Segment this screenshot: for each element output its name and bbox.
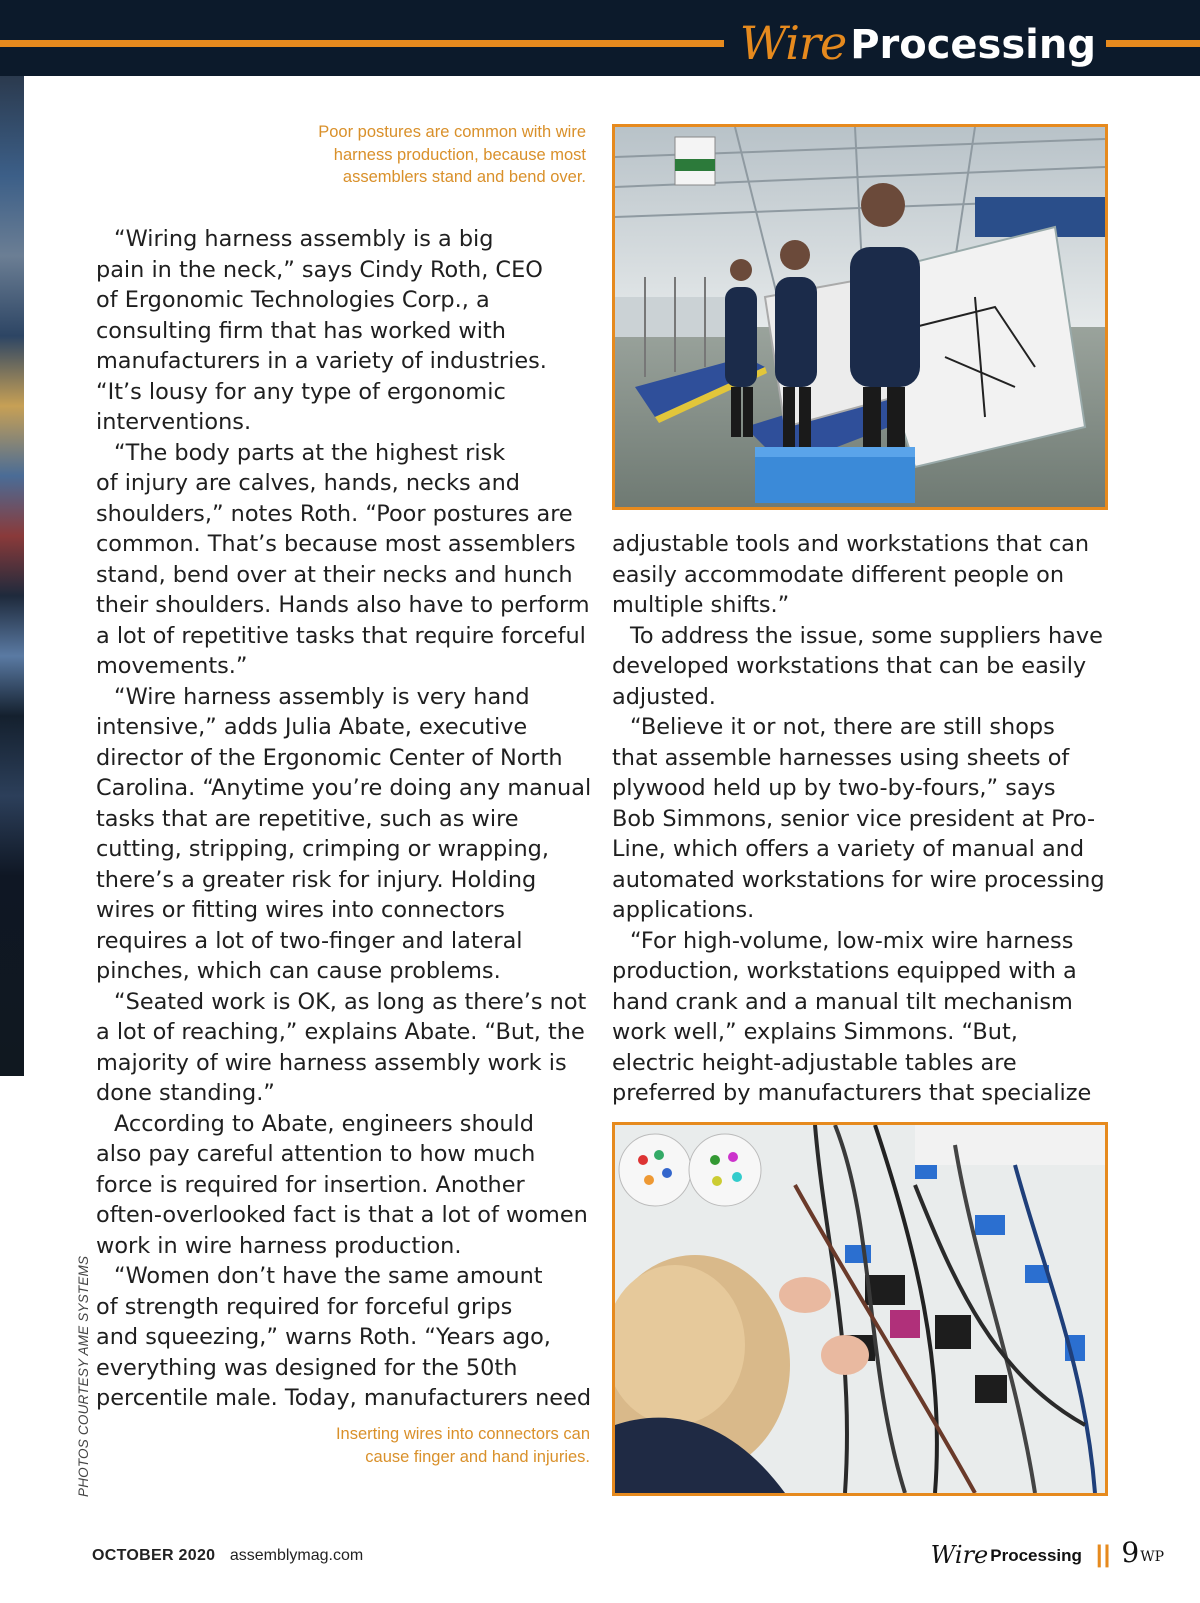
text-line: adjusted. <box>612 683 716 710</box>
text-line: consulting firm that has worked with <box>96 317 506 344</box>
page-number: 9 <box>1121 1536 1140 1569</box>
text-line: work well,” explains Simmons. “But, <box>612 1019 1018 1045</box>
section-title <box>724 12 1106 72</box>
text-line: of strength required for forceful grips <box>96 1293 513 1320</box>
footer-left <box>92 1547 363 1565</box>
text-line: manufacturers in a variety of industries. <box>96 348 547 374</box>
text-line: hand crank and a manual tilt mechanism <box>612 988 1073 1015</box>
photo-caption-top <box>200 121 586 189</box>
footer-section-bold: Processing <box>990 1546 1082 1565</box>
text-line: Carolina. “Anytime you’re doing any manual <box>96 775 592 801</box>
decorative-side-strip <box>0 76 24 1076</box>
footer-section-script: Wire <box>930 1541 989 1569</box>
text-line: To address the issue, some suppliers have <box>630 622 1103 649</box>
text-line: common. That’s because most assemblers <box>96 531 576 557</box>
text-line: work in wire harness production. <box>96 1232 462 1259</box>
text-line: “For high-volume, low-mix wire harness <box>630 927 1074 954</box>
text-line: Bob Simmons, senior vice president at Pro- <box>612 805 1096 832</box>
text-line: “Women don’t have the same amount <box>114 1263 543 1289</box>
issue-date: OCTOBER 2020 <box>92 1547 216 1564</box>
text-line: that assemble harnesses using sheets of <box>612 744 1070 771</box>
caption-line: assemblers stand and bend over. <box>342 168 586 186</box>
text-line: electric height-adjustable tables are <box>612 1049 1017 1076</box>
wire-connectors-illustration <box>615 1125 1105 1493</box>
text-line: shoulders,” notes Roth. “Poor postures are <box>96 500 573 527</box>
text-line: everything was designed for the 50th <box>96 1354 518 1381</box>
text-line: “It’s lousy for any type of ergonomic <box>96 378 506 405</box>
text-line: a lot of reaching,” explains Abate. “But, the <box>96 1019 585 1045</box>
caption-line: harness production, because most <box>333 145 586 164</box>
text-line: force is required for insertion. Another <box>96 1171 525 1198</box>
text-line: wires or fitting wires into connectors <box>96 897 505 923</box>
text-line: production, workstations equipped with a <box>612 958 1077 984</box>
text-line: easily accommodate different people on <box>612 561 1065 588</box>
text-line: developed workstations that can be easily <box>612 653 1087 679</box>
text-line: requires a lot of two-finger and lateral <box>96 927 523 954</box>
text-line: also pay careful attention to how much <box>96 1141 536 1167</box>
text-line: According to Abate, engineers should <box>114 1110 534 1137</box>
footer-right <box>931 1536 1164 1569</box>
section-title-script: Wire <box>739 16 847 70</box>
text-line: of injury are calves, hands, necks and <box>96 470 520 496</box>
page-section-suffix: WP <box>1140 1549 1164 1565</box>
text-line: preferred by manufacturers that specialize <box>612 1080 1092 1106</box>
text-line: “Seated work is OK, as long as there’s not <box>114 988 587 1015</box>
text-line: Line, which offers a variety of manual and <box>612 836 1085 862</box>
caption-line: Inserting wires into connectors can <box>335 1425 590 1443</box>
text-line: a lot of repetitive tasks that require forceful <box>96 622 586 649</box>
text-line: majority of wire harness assembly work is <box>96 1049 567 1076</box>
text-line: their shoulders. Hands also have to perform <box>96 592 590 618</box>
caption-line: Poor postures are common with wire <box>318 123 586 141</box>
text-line: “Wiring harness assembly is a big <box>114 226 494 252</box>
text-line: cutting, stripping, crimping or wrapping, <box>96 836 550 862</box>
text-line: pinches, which can cause problems. <box>96 958 501 984</box>
text-line: applications. <box>612 897 755 923</box>
footer-divider-bars: || <box>1095 1541 1112 1568</box>
text-line: “Believe it or not, there are still shops <box>630 714 1055 740</box>
text-line: automated workstations for wire processing <box>612 866 1105 893</box>
caption-line: cause finger and hand injuries. <box>365 1447 590 1466</box>
text-line: stand, bend over at their necks and hunch <box>96 561 573 588</box>
text-line: and squeezing,” warns Roth. “Years ago, <box>96 1324 551 1350</box>
text-line: there’s a greater risk for injury. Holding <box>96 866 537 893</box>
photo-credit: PHOTOS COURTESY AME SYSTEMS <box>76 1255 91 1497</box>
assembly-line-illustration <box>615 127 1105 507</box>
text-line: percentile male. Today, manufacturers need <box>96 1385 592 1411</box>
text-line: done standing.” <box>96 1080 275 1106</box>
text-line: multiple shifts.” <box>612 592 790 618</box>
text-line: of Ergonomic Technologies Corp., a <box>96 287 490 313</box>
photo-wire-connectors <box>612 1122 1108 1496</box>
text-line: director of the Ergonomic Center of North <box>96 744 563 771</box>
text-line: pain in the neck,” says Cindy Roth, CEO <box>96 256 543 283</box>
article-right-column <box>612 529 1105 1109</box>
text-line: movements.” <box>96 653 248 679</box>
text-line: tasks that are repetitive, such as wire <box>96 805 519 832</box>
text-line: plywood held up by two-by-fours,” says <box>612 775 1056 801</box>
text-line: “Wire harness assembly is very hand <box>114 683 530 710</box>
website-link[interactable]: assemblymag.com <box>229 1547 364 1564</box>
text-line: “The body parts at the highest risk <box>114 439 506 466</box>
article-left-column <box>96 224 591 1414</box>
text-line: interventions. <box>96 409 252 435</box>
section-title-bold: Processing <box>850 22 1096 68</box>
photo-caption-bottom <box>200 1423 590 1468</box>
text-line: often-overlooked fact is that a lot of women <box>96 1202 588 1228</box>
photo-assembly-line <box>612 124 1108 510</box>
text-line: adjustable tools and workstations that can <box>612 531 1090 557</box>
text-line: intensive,” adds Julia Abate, executive <box>96 714 528 740</box>
